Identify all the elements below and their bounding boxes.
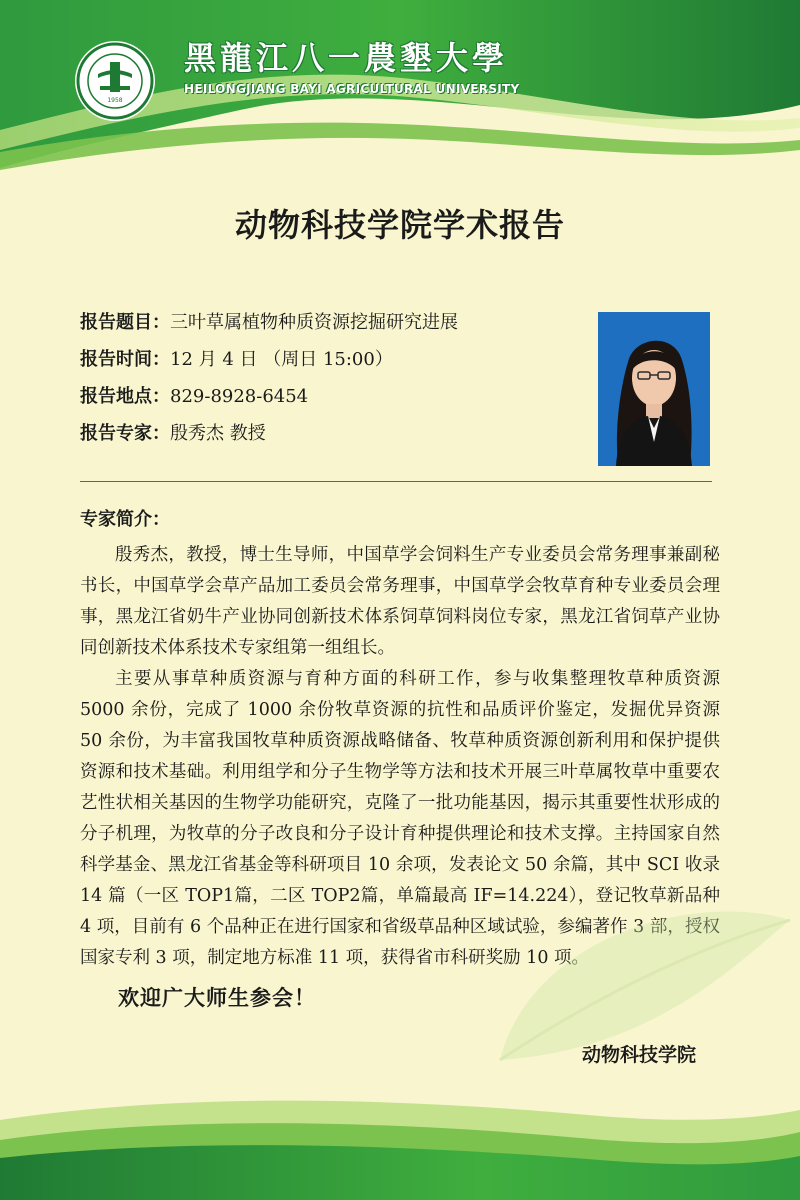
info-location bbox=[80, 378, 580, 415]
svg-text:1958: 1958 bbox=[107, 97, 123, 104]
university-name-english: HEILONGJIANG BAYI AGRICULTURAL UNIVERSITY bbox=[184, 82, 520, 96]
footer-wave-decoration bbox=[0, 1080, 800, 1200]
welcome-text: 欢迎广大师生参会！ bbox=[118, 985, 316, 1010]
organizer-signature: 动物科技学院 bbox=[582, 1044, 697, 1066]
university-logo bbox=[74, 40, 156, 122]
info-label: 报告时间： bbox=[80, 349, 170, 370]
info-value: 殷秀杰 教授 bbox=[170, 423, 266, 444]
intro-heading: 专家简介： bbox=[80, 509, 170, 530]
info-topic bbox=[80, 304, 580, 341]
bio-paragraph: 主要从事草种质资源与育种方面的科研工作，参与收集整理牧草种质资源 5000 余份，完成了 1000 余份牧草资源的抗性和品质评价鉴定，发掘优异资源 50 余份，为丰富我国牧草种质资源战略储备、牧草种质资源创新利用和保护提供资源和技术基础。利用组学和分子生物学等方法和技术开展三叶草属牧草中重要农艺性状相关基因的生物学功能研究，克隆了一批功能基因，揭示其重要性状形成的分子机理，为牧草的分子改良和分子设计育种提供理论和技术支撑。主持国家自然科学基金、黑龙江省基金等科研项目 10 余项，发表论文 50 余篇，其中 SCI 收录 14 篇（一区 TOP1篇，二区 TOP2篇，单篇最高 IF=14.224），登记牧草新品种 4 项，目前有 6 个品种正在进行国家和省级草品种区域试验，参编著作 3 部，授权国家专利 3 项，制定地方标准 11 项，获得省市科研奖励 10 项。 bbox=[80, 669, 720, 968]
info-value: 12 月 4 日 （周日 15:00） bbox=[170, 349, 393, 370]
university-name: 黑龍江八一農墾大學 bbox=[184, 39, 509, 77]
info-speaker bbox=[80, 415, 580, 452]
section-divider bbox=[80, 481, 712, 482]
info-value: 829-8928-6454 bbox=[170, 386, 309, 407]
report-info bbox=[80, 304, 580, 452]
info-value: 三叶草属植物种质资源挖掘研究进展 bbox=[170, 312, 458, 333]
bio-paragraph: 殷秀杰，教授，博士生导师，中国草学会饲料生产专业委员会常务理事兼副秘书长，中国草学会草产品加工委员会常务理事，中国草学会牧草育种专业委员会理事，黑龙江省奶牛产业协同创新技术体系饲草饲料岗位专家，黑龙江省饲草产业协同创新技术体系技术专家组第一组组长。 bbox=[80, 545, 720, 658]
info-label: 报告专家： bbox=[80, 423, 170, 444]
speaker-photo bbox=[598, 312, 710, 466]
info-time bbox=[80, 341, 580, 378]
page-title: 动物科技学院学术报告 bbox=[234, 206, 565, 244]
info-label: 报告地点： bbox=[80, 386, 170, 407]
info-label: 报告题目： bbox=[80, 312, 170, 333]
